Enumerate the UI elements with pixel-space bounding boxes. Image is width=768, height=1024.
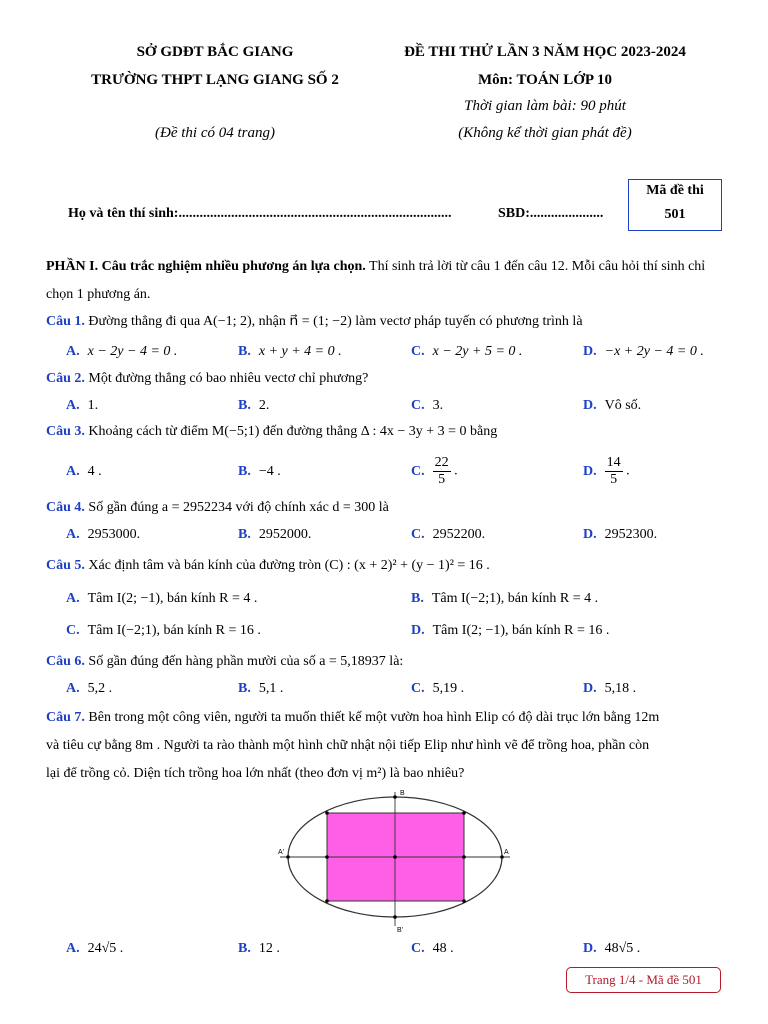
q2-option-d[interactable] [583, 398, 641, 414]
vertex-b-point [393, 795, 397, 799]
page-footer: Trang 1/4 - Mã đề 501 [566, 967, 721, 993]
q4-option-a-text: 2953000. [87, 527, 141, 542]
question-7-line1: Bên trong một công viên, người ta muốn thiết kế một vườn hoa hình Elip có độ dài trục lớn bằng 12m [84, 710, 660, 725]
option-label: B. [411, 591, 424, 606]
q7-option-b-text: 12 . [258, 941, 280, 956]
q3-option-d[interactable]: D. $\frac{14}{5}$ . [583, 455, 630, 487]
q6-option-c[interactable] [411, 681, 464, 697]
q1-option-b[interactable] [238, 344, 342, 360]
fraction-denominator: 5 [610, 472, 618, 487]
label-a-prime: A' [278, 849, 285, 856]
option-label: A. [66, 681, 80, 696]
q3-option-b-text: −4 . [258, 464, 281, 479]
question-5-text: Xác định tâm và bán kính của đường tròn (C) : (x + 2)² + (y − 1)² = 16 . [84, 558, 490, 573]
q7-option-d-text: 48√5 . [604, 941, 641, 956]
option-label: C. [411, 344, 425, 359]
q7-option-c-text: 48 . [432, 941, 454, 956]
q2-option-a[interactable] [66, 398, 98, 414]
question-3-label: Câu 3. [46, 424, 85, 439]
q5-option-a[interactable] [66, 591, 257, 607]
q5-option-d-text: Tâm I(2; −1), bán kính R = 16 . [432, 623, 610, 638]
option-label: D. [411, 623, 425, 638]
q3-option-a[interactable] [66, 464, 102, 480]
option-label: D. [583, 463, 597, 479]
time-limit: Thời gian làm bài: 90 phút [464, 98, 626, 114]
question-7-line2: và tiêu cự bằng 8m . Người ta rào thành một hình chữ nhật nội tiếp Elip như hình vẽ để trồng hoa, phần còn [46, 738, 650, 753]
q6-option-b-text: 5,1 . [258, 681, 284, 696]
option-label: B. [238, 464, 251, 479]
rect-corner [325, 811, 329, 815]
vertex-a-prime-point [286, 855, 290, 859]
option-label: B. [238, 398, 251, 413]
rect-corner [325, 899, 329, 903]
exam-code-box [628, 179, 722, 231]
q7-option-d[interactable] [583, 941, 640, 957]
exam-title: ĐỀ THI THỬ LẦN 3 NĂM HỌC 2023-2024 [404, 44, 686, 60]
q5-option-a-text: Tâm I(2; −1), bán kính R = 4 . [87, 591, 258, 606]
fraction-numerator: 22 [434, 455, 449, 470]
q7-option-b[interactable] [238, 941, 280, 957]
q4-option-c[interactable] [411, 527, 485, 543]
option-label: B. [238, 344, 251, 359]
fraction-denominator: 5 [438, 472, 446, 487]
option-label: B. [238, 681, 251, 696]
label-b: B [400, 790, 405, 797]
q6-option-a-text: 5,2 . [87, 681, 113, 696]
q7-option-c[interactable] [411, 941, 454, 957]
q7-option-a[interactable] [66, 941, 123, 957]
question-7 [46, 704, 726, 788]
q3-option-b[interactable] [238, 464, 281, 480]
question-2-text: Một đường thẳng có bao nhiêu vectơ chỉ phương? [84, 371, 369, 386]
school-name: TRƯỜNG THPT LẠNG GIANG SỐ 2 [91, 72, 339, 88]
option-label: A. [66, 398, 80, 413]
q4-option-b[interactable] [238, 527, 311, 543]
vertex-b-prime-point [393, 915, 397, 919]
option-label: D. [583, 681, 597, 696]
question-2 [46, 371, 368, 387]
option-label: B. [238, 941, 251, 956]
q5-option-b[interactable] [411, 591, 598, 607]
option-label: D. [583, 527, 597, 542]
question-5-label: Câu 5. [46, 558, 85, 573]
rect-side-point [325, 855, 329, 859]
question-2-label: Câu 2. [46, 371, 85, 386]
option-label: A. [66, 591, 80, 606]
option-label: D. [583, 398, 597, 413]
q3-option-a-text: 4 . [87, 464, 102, 479]
q5-option-c[interactable] [66, 623, 261, 639]
q2-option-c-text: 3. [432, 398, 444, 413]
q1-option-c[interactable] [411, 344, 522, 360]
q4-option-d[interactable] [583, 527, 657, 543]
exam-code-label: Mã đề thi [646, 183, 704, 198]
part1-heading [46, 253, 726, 309]
q7-option-a-text: 24√5 . [87, 941, 124, 956]
time-note: (Không kể thời gian phát đề) [458, 125, 632, 141]
question-1-text: Đường thẳng đi qua A(−1; 2), nhận n⃗ = (1; −2) làm vectơ pháp tuyến có phương trình là [84, 314, 583, 329]
part1-instruction: Thí sinh trả lời từ câu 1 đến câu 12. Mỗi câu hỏi thí sinh chỉ chọn 1 phương án. [46, 259, 706, 302]
ellipse-figure [270, 786, 520, 934]
page-count-note: (Đề thi có 04 trang) [155, 125, 275, 141]
q1-option-d-text: −x + 2y − 4 = 0 . [604, 344, 704, 359]
q2-option-c[interactable] [411, 398, 443, 414]
question-5 [46, 558, 490, 574]
q1-option-a[interactable] [66, 344, 177, 360]
q1-option-c-text: x − 2y + 5 = 0 . [432, 344, 523, 359]
q4-option-a[interactable] [66, 527, 140, 543]
q4-option-c-text: 2952200. [432, 527, 486, 542]
q6-option-b[interactable] [238, 681, 283, 697]
option-label: A. [66, 344, 80, 359]
question-7-line3: lại để trồng cỏ. Diện tích trồng hoa lớn nhất (theo đơn vị m²) là bao nhiêu? [46, 766, 465, 781]
q6-option-c-text: 5,19 . [432, 681, 465, 696]
q6-option-a[interactable] [66, 681, 112, 697]
label-b-prime: B' [397, 927, 404, 934]
rect-corner [462, 899, 466, 903]
question-6-text: Số gần đúng đến hàng phần mười của số a = 5,18937 là: [84, 654, 404, 669]
option-label: A. [66, 941, 80, 956]
sbd-field: SBD:..................... [498, 206, 604, 221]
q1-option-b-text: x + y + 4 = 0 . [258, 344, 342, 359]
subject: Môn: TOÁN LỚP 10 [477, 72, 613, 88]
question-4-text: Số gần đúng a = 2952234 với độ chính xác d = 300 là [84, 500, 389, 515]
q2-option-d-text: Vô số. [604, 398, 642, 413]
question-6 [46, 654, 403, 670]
center-point [393, 855, 397, 859]
q5-option-d[interactable] [411, 623, 609, 639]
option-label: C. [411, 527, 425, 542]
option-label: A. [66, 464, 80, 479]
question-7-label: Câu 7. [46, 710, 85, 725]
part1-title: PHẦN I. Câu trắc nghiệm nhiều phương án lựa chọn. [46, 259, 366, 274]
q2-option-a-text: 1. [87, 398, 99, 413]
rect-side-point [462, 855, 466, 859]
rect-corner [462, 811, 466, 815]
q3-option-c[interactable]: C. $\frac{22}{5}$ . [411, 455, 458, 487]
question-4 [46, 500, 389, 516]
label-a: A [504, 849, 509, 856]
option-label: C. [411, 463, 425, 479]
department-name: SỞ GDĐT BẮC GIANG [136, 44, 294, 60]
option-label: C. [411, 398, 425, 413]
question-1 [46, 313, 583, 330]
q6-option-d[interactable] [583, 681, 636, 697]
q4-option-d-text: 2952300. [604, 527, 658, 542]
exam-code-value: 501 [664, 207, 686, 222]
q1-option-d[interactable] [583, 344, 704, 360]
q5-option-c-text: Tâm I(−2;1), bán kính R = 16 . [87, 623, 261, 638]
q2-option-b-text: 2. [258, 398, 270, 413]
option-label: C. [66, 623, 80, 638]
fraction-numerator: 14 [606, 455, 621, 470]
question-6-label: Câu 6. [46, 654, 85, 669]
question-4-label: Câu 4. [46, 500, 85, 515]
question-3-text: Khoảng cách từ điểm M(−5;1) đến đường thẳng Δ : 4x − 3y + 3 = 0 bằng [84, 424, 498, 439]
option-label: C. [411, 681, 425, 696]
q6-option-d-text: 5,18 . [604, 681, 637, 696]
q3-option-c-fraction [433, 455, 451, 488]
student-name-field: Họ và tên thí sinh:.............................................................................. [68, 206, 452, 221]
option-label: B. [238, 527, 251, 542]
question-1-label: Câu 1. [46, 314, 85, 329]
q1-option-a-text: x − 2y − 4 = 0 . [87, 344, 178, 359]
option-label: D. [583, 344, 597, 359]
option-label: A. [66, 527, 80, 542]
q2-option-b[interactable] [238, 398, 269, 414]
q3-option-d-fraction [605, 455, 623, 488]
q5-option-b-text: Tâm I(−2;1), bán kính R = 4 . [431, 591, 599, 606]
q4-option-b-text: 2952000. [258, 527, 312, 542]
option-label: C. [411, 941, 425, 956]
question-3 [46, 424, 497, 440]
option-label: D. [583, 941, 597, 956]
